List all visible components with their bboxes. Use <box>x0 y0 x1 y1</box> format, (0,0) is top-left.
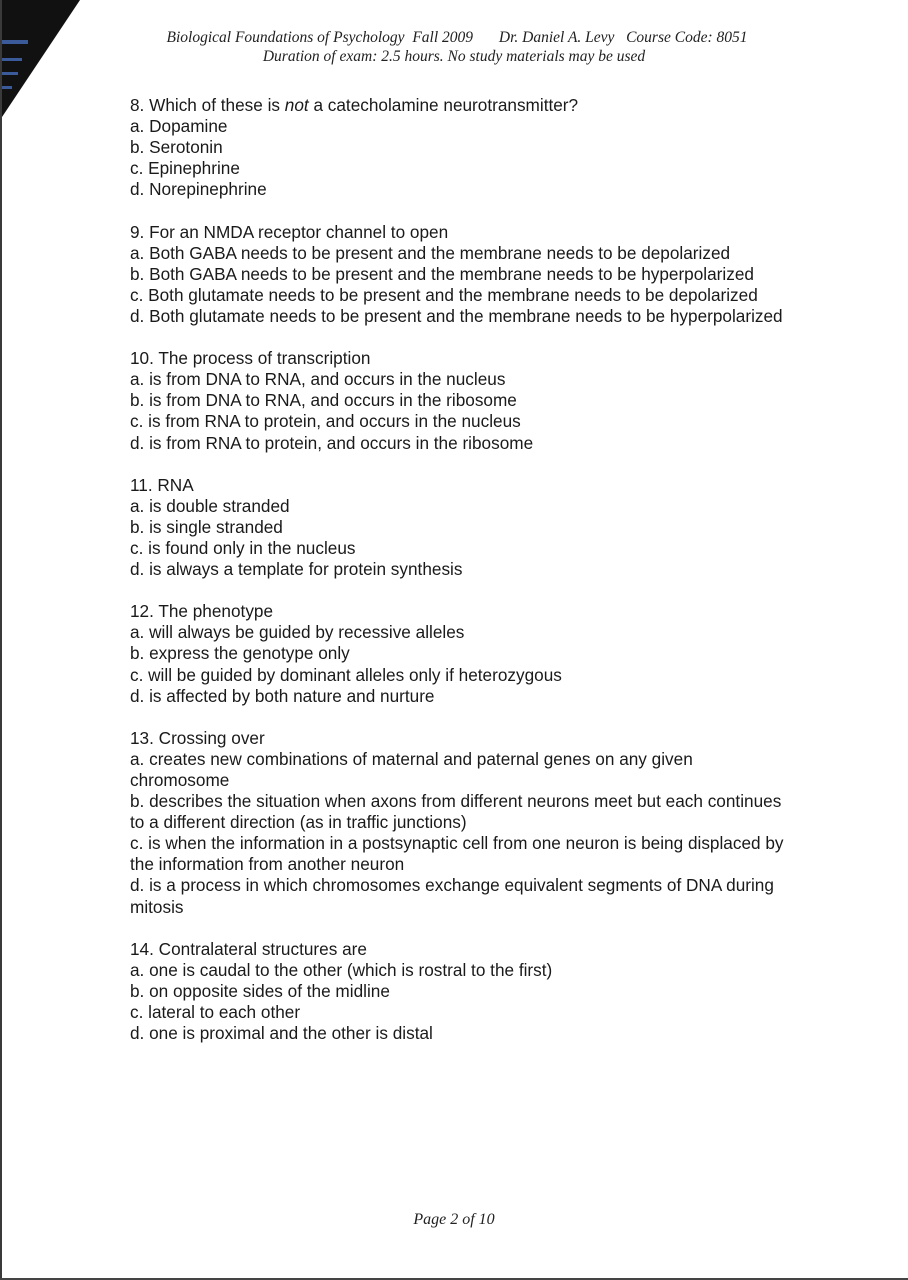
answer-option: b. describes the situation when axons from different neurons meet but each continues to a different direction (as in traffic junctions) <box>130 791 782 833</box>
answer-option: a. one is caudal to the other (which is rostral to the first) <box>130 959 553 980</box>
answer-option: d. one is proximal and the other is distal <box>130 1023 433 1044</box>
question-list <box>130 95 790 1065</box>
course-code: Course Code: 8051 <box>626 29 748 46</box>
answer-option: c. Epinephrine <box>130 158 240 179</box>
answer-option: b. express the genotype only <box>130 643 350 664</box>
answer-option: b. is from DNA to RNA, and occurs in the ribosome <box>130 390 517 411</box>
header-line-course <box>0 28 908 47</box>
answer-option: a. creates new combinations of maternal and paternal genes on any given chromosome <box>130 748 693 790</box>
question-stem-text: a catecholamine neurotransmitter? <box>308 95 579 115</box>
question-stem: 14. Contralateral structures are <box>130 938 367 959</box>
answer-option: c. is when the information in a postsynaptic cell from one neuron is being displaced by the information from another neuron <box>130 833 784 875</box>
question-13 <box>130 728 790 918</box>
question-11 <box>130 475 790 580</box>
answer-option: b. Serotonin <box>130 137 223 158</box>
question-stem <box>130 95 790 116</box>
question-14 <box>130 939 790 1044</box>
page-left-edge <box>0 0 2 1280</box>
exam-duration: Duration of exam: 2.5 hours. No study materials may be used <box>262 48 646 65</box>
answer-option: b. Both GABA needs to be present and the membrane needs to be hyperpolarized <box>130 263 754 284</box>
question-10 <box>130 348 790 453</box>
answer-option: c. Both glutamate needs to be present and the membrane needs to be depolarized <box>130 284 758 305</box>
course-term: Fall 2009 <box>412 29 474 46</box>
answer-option: d. is a process in which chromosomes exchange equivalent segments of DNA during mitosis <box>130 875 774 917</box>
answer-option: d. is affected by both nature and nurture <box>130 685 435 706</box>
answer-option: c. is found only in the nucleus <box>130 537 356 558</box>
question-12 <box>130 601 790 706</box>
instructor-name: Dr. Daniel A. Levy <box>498 29 615 46</box>
emphasis-not: not <box>284 95 309 115</box>
question-stem: 9. For an NMDA receptor channel to open <box>130 221 449 242</box>
page-number: Page 2 of 10 <box>413 1211 495 1228</box>
course-title: Biological Foundations of Psychology <box>166 29 405 46</box>
answer-option: b. on opposite sides of the midline <box>130 980 390 1001</box>
page-header <box>0 28 908 66</box>
scanned-page-corner <box>0 0 80 135</box>
answer-option: a. is double stranded <box>130 495 290 516</box>
question-8 <box>130 95 790 200</box>
answer-option: a. will always be guided by recessive alleles <box>130 622 465 643</box>
question-9 <box>130 222 790 327</box>
answer-option: d. Norepinephrine <box>130 179 267 200</box>
answer-option: c. is from RNA to protein, and occurs in the nucleus <box>130 411 521 432</box>
question-stem-text: 8. Which of these is <box>130 95 285 115</box>
answer-option: c. lateral to each other <box>130 1002 301 1023</box>
question-stem: 11. RNA <box>130 474 194 495</box>
answer-option: d. is from RNA to protein, and occurs in the ribosome <box>130 432 534 453</box>
answer-option: d. is always a template for protein synthesis <box>130 559 463 580</box>
question-stem: 10. The process of transcription <box>130 348 371 369</box>
question-stem: 13. Crossing over <box>130 727 265 748</box>
answer-option: a. is from DNA to RNA, and occurs in the nucleus <box>130 369 506 390</box>
question-stem: 12. The phenotype <box>130 601 274 622</box>
answer-option: c. will be guided by dominant alleles only if heterozygous <box>130 664 562 685</box>
answer-option: d. Both glutamate needs to be present and the membrane needs to be hyperpolarized <box>130 305 783 326</box>
answer-option: b. is single stranded <box>130 516 283 537</box>
answer-option: a. Both GABA needs to be present and the membrane needs to be depolarized <box>130 242 731 263</box>
answer-option: a. Dopamine <box>130 116 228 137</box>
